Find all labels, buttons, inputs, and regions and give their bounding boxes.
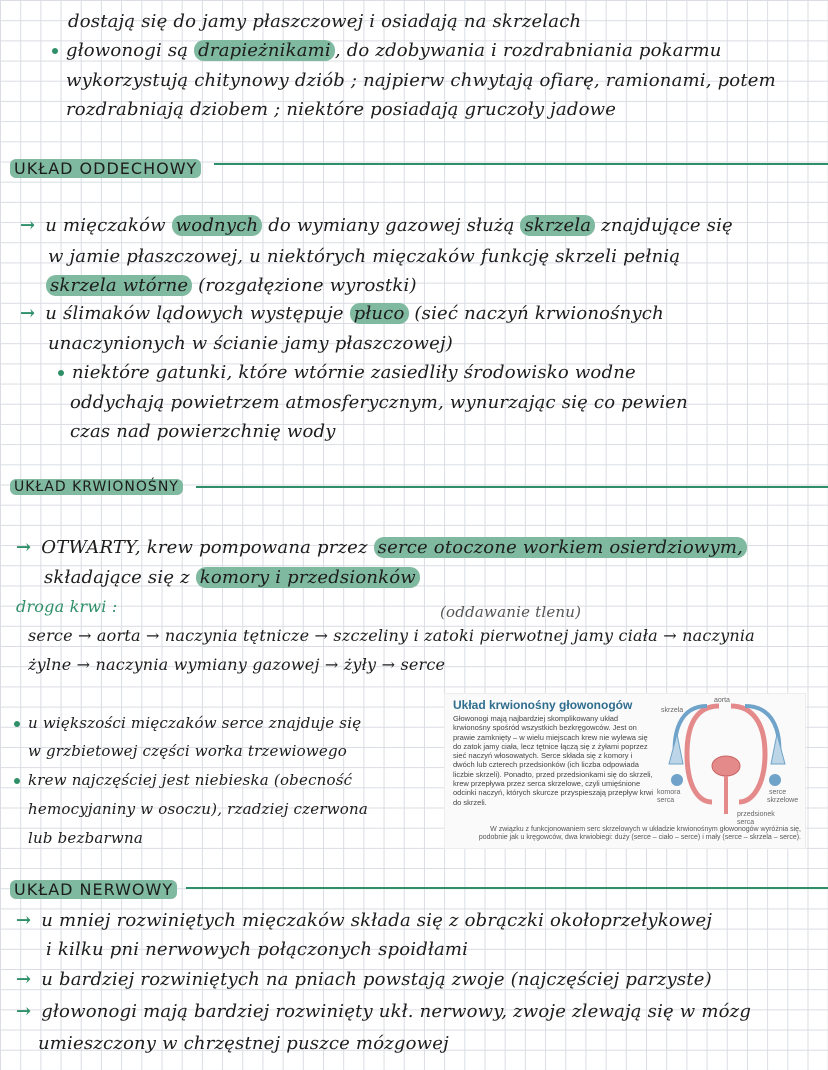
text: (rozgałęzione wyrostki) xyxy=(192,275,417,296)
oddawanie-note xyxy=(440,600,581,624)
branchial-heart-right-icon xyxy=(769,774,781,786)
figure-body: Głowonogi mają najbardziej skomplikowany układ krwionośny spośród wszystkich bezkręgowców. Jest on prawie zamknięty – w wielu miejscach krew nie wylewa się do zatok jamy ciała, lecz tętnice łączą się z żyłami poprzez sieć naczyń włosowatych. Serce składa się z komory i dwóch lub czterech przedsionków (ich liczba odpowiada liczbie skrzeli). Ponadto, przed przedsionkami się do skrzeli, krew przepływa przez serca skrzelowe, czyli umięśnione odcinki naczyń, których skurcze przyspieszają przepływ krwi do skrzeli. xyxy=(453,714,654,807)
label-skrzelowe: skrzelowe xyxy=(767,797,799,804)
caption-line: W związku z funkcjonowaniem serc skrzelowych w układzie krwionośnym głowonogów wyróżnia się, xyxy=(490,826,801,833)
text: u bardziej rozwiniętych na pniach powstają zwoje (najczęściej parzyste) xyxy=(41,969,712,990)
text: w jamie płaszczowej, u niektórych mięczaków funkcję skrzeli pełnią xyxy=(48,246,681,267)
bullet-line xyxy=(58,361,636,385)
text: do wymiany gazowej służą xyxy=(262,215,521,236)
highlight: komory i przedsionków xyxy=(196,567,420,588)
section-divider xyxy=(214,163,828,165)
highlight: drapieżnikami xyxy=(194,40,335,61)
section-title-nerwowy xyxy=(10,880,177,899)
bullet-dot xyxy=(14,778,20,784)
branchial-heart-left-icon xyxy=(671,774,683,786)
gill-right-icon xyxy=(771,734,785,764)
figure-caption xyxy=(453,826,801,843)
arrow-line xyxy=(20,302,664,326)
bullet-dot xyxy=(58,370,64,376)
arrow-icon: → xyxy=(20,215,36,236)
section-divider xyxy=(186,887,828,889)
section-title-oddechowy xyxy=(10,159,201,178)
text: (oddawanie tlenu) xyxy=(440,603,582,621)
text: umieszczony w chrzęstnej puszce mózgowej xyxy=(38,1033,449,1054)
text: głowonogi są xyxy=(66,40,195,61)
text: serce → aorta → naczynia tętnicze → szczeliny i zatoki pierwotnej jamy ciała → naczynia xyxy=(28,626,755,645)
arrow-icon: → xyxy=(16,1001,32,1022)
text: i kilku pni nerwowych połączonych spoidłami xyxy=(46,939,469,960)
text: niektóre gatunki, które wtórnie zasiedliły środowisko wodne xyxy=(72,362,636,383)
text: hemocyjaniny w osoczu), rzadziej czerwona xyxy=(28,800,368,818)
text: znajdujące się xyxy=(595,215,733,236)
text-line xyxy=(28,739,347,763)
bullet-line xyxy=(14,768,352,792)
section-title-text: UKŁAD ODDECHOWY xyxy=(10,159,201,178)
arrow-line xyxy=(16,909,712,933)
arrow-icon: → xyxy=(16,910,32,931)
text: u ślimaków lądowych występuje xyxy=(45,303,350,324)
arrow-line xyxy=(16,1000,751,1024)
text: droga krwi : xyxy=(16,597,118,616)
highlight: wodnych xyxy=(172,215,263,236)
text: u większości mięczaków serce znajduje się xyxy=(28,714,362,732)
text-line xyxy=(68,10,581,34)
label-przedsionek: przedsionek xyxy=(737,811,775,818)
text-line xyxy=(48,332,453,356)
text: OTWARTY, krew pompowana przez xyxy=(41,537,374,558)
section-title-text: UKŁAD NERWOWY xyxy=(10,880,177,899)
circulatory-diagram xyxy=(657,694,803,826)
text: krew najczęściej jest niebieska (obecność xyxy=(28,771,353,789)
text-line xyxy=(70,391,688,415)
text-line xyxy=(70,420,336,444)
heart-icon xyxy=(712,756,740,776)
arrow-icon: → xyxy=(16,969,32,990)
text: , do zdobywania i rozdrabniania pokarmu xyxy=(334,40,722,61)
section-title-text: UKŁAD KRWIONOŚNY xyxy=(10,479,183,495)
text: oddychają powietrzem atmosferycznym, wynurzając się co pewien xyxy=(70,392,688,413)
label-komora: komora xyxy=(657,789,681,796)
artery-right xyxy=(731,706,765,802)
text: w grzbietowej części worka trzewiowego xyxy=(28,742,348,760)
arrow-line xyxy=(16,968,712,992)
text: unaczynionych w ścianie jamy płaszczowej) xyxy=(48,333,453,354)
highlight: skrzela xyxy=(520,215,595,236)
text: lub bezbarwna xyxy=(28,829,143,847)
highlight: serce otoczone workiem osierdziowym, xyxy=(374,537,747,558)
figure-title: Układ krwionośny głowonogów xyxy=(453,698,633,712)
bullet-line xyxy=(14,711,361,735)
arrow-line xyxy=(16,536,747,560)
bullet-dot xyxy=(14,721,20,727)
text: rozdrabniają dziobem ; niektóre posiadają gruczoły jadowe xyxy=(66,99,617,120)
text: głowonogi mają bardziej rozwinięty ukł. nerwowy, zwoje zlewają się w mózg xyxy=(41,1001,752,1022)
text-line xyxy=(66,98,616,122)
arrow-icon: → xyxy=(16,537,32,558)
text-line xyxy=(28,826,143,850)
circulatory-figure xyxy=(444,693,806,849)
arrow-line xyxy=(20,214,733,238)
text-line xyxy=(46,274,417,298)
bullet-dot xyxy=(52,48,58,54)
text: u mniej rozwiniętych mięczaków składa się z obrączki okołoprzełykowej xyxy=(41,910,713,931)
text: u mięczaków xyxy=(45,215,172,236)
text: (sieć naczyń krwionośnych xyxy=(408,303,664,324)
gill-left-icon xyxy=(669,734,683,764)
text-line xyxy=(28,653,445,677)
text-line xyxy=(48,245,680,269)
text: czas nad powierzchnię wody xyxy=(70,421,336,442)
text-line xyxy=(28,797,368,821)
label-skrzela: skrzela xyxy=(661,707,684,714)
highlight: płuco xyxy=(350,303,409,324)
label-aorta: aorta xyxy=(714,697,730,704)
bullet-line xyxy=(52,39,722,63)
text-line xyxy=(66,69,776,93)
droga-label xyxy=(16,595,117,619)
text: składające się z xyxy=(44,567,196,588)
label-serca: serca xyxy=(657,797,675,804)
artery-left xyxy=(687,706,719,802)
text-line xyxy=(46,938,468,962)
label-serce: serce xyxy=(769,789,787,796)
section-title-krwionosny xyxy=(10,479,183,495)
text-line xyxy=(44,566,420,590)
text-line xyxy=(28,624,755,648)
text: żylne → naczynia wymiany gazowej → żyły → serce xyxy=(28,655,446,674)
section-divider xyxy=(196,486,828,488)
text-line xyxy=(38,1032,449,1056)
caption-line: podobnie jak u kręgowców, dwa krwiobiegi: duży (serce – ciało – serce) i mały (serce – skrzela – serce). xyxy=(478,834,801,842)
highlight: skrzela wtórne xyxy=(46,275,192,296)
text: wykorzystują chitynowy dziób ; najpierw chwytają ofiarę, ramionami, potem xyxy=(66,70,776,91)
text: dostają się do jamy płaszczowej i osiadają na skrzelach xyxy=(68,11,582,32)
label-serca2: serca xyxy=(737,819,755,826)
arrow-icon: → xyxy=(20,303,36,324)
